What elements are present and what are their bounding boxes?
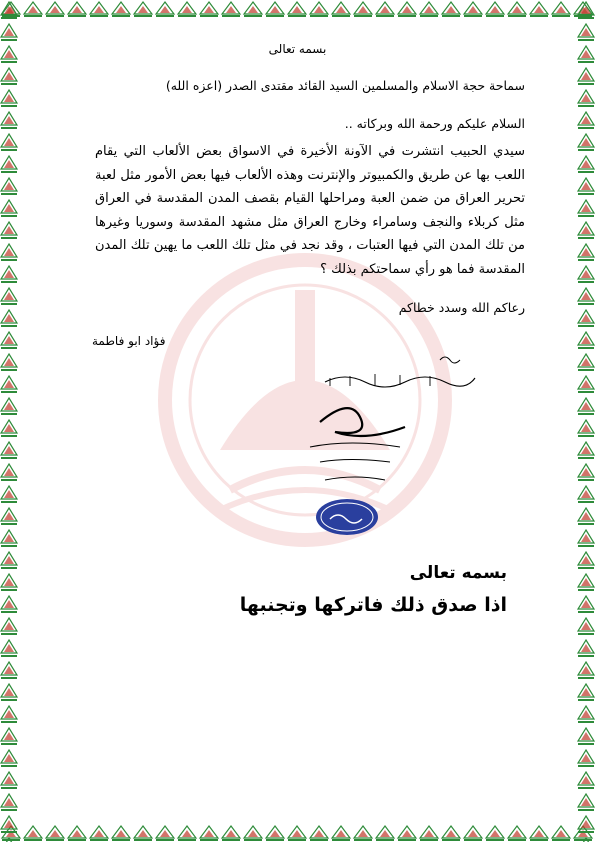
- handwritten-signature: [280, 352, 500, 512]
- greeting-line: السلام عليكم ورحمة الله وبركاته ..: [344, 116, 525, 131]
- reply-answer: اذا صدق ذلك فاتركها وتجنبها: [239, 594, 507, 616]
- bottom-border: [0, 824, 595, 842]
- addressee-line: سماحة حجة الاسلام والمسلمين السيد القائد مقتدى الصدر (اعزه الله): [165, 78, 525, 93]
- closing-line: رعاكم الله وسدد خطاكم: [398, 300, 525, 315]
- top-border: [0, 0, 595, 18]
- letter-heading: بسمه تعالى: [268, 42, 327, 56]
- right-border: [577, 0, 595, 842]
- left-border: [0, 0, 18, 842]
- reply-heading: بسمه تعالى: [409, 563, 507, 583]
- official-seal: [314, 497, 380, 537]
- sender-name: فؤاد ابو فاطمة: [92, 334, 166, 348]
- letter-body: سيدي الحبيب انتشرت في الآونة الأخيرة في الاسواق بعض الألعاب التي يقام اللعب بها عن طريق والكمبيوتر والإنترنت وهذه الألعاب فيها بعض الأمور مثل لعبة تحرير العراق من ضمن العبة ومراحلها القيام بقصف المدن المقدسة في العراق مثل كربلاء والنجف وسامراء وخارج العراق مثل مشهد المقدسة وسوريا وغيرها من تلك المدن التي فيها العتبات ، وقد نجد في مثل تلك اللعب ما يهين تلك المدن المقدسة فما هو رأي سماحتكم بذلك ؟: [95, 144, 525, 277]
